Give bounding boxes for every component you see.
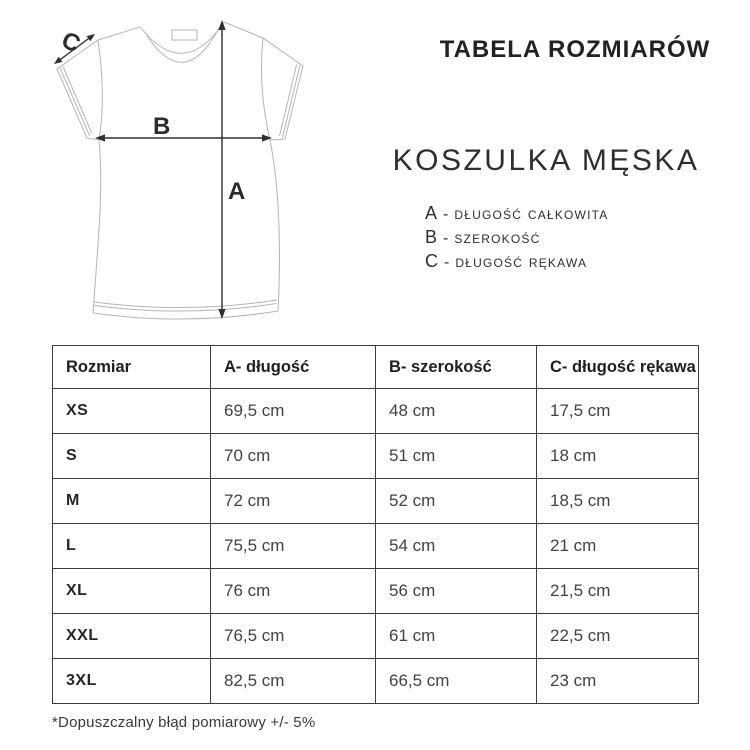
value-a: 75,5 cm [211,524,376,569]
legend-dash: - [443,230,449,247]
measurement-tolerance-footnote: *Dopuszczalny błąd pomiarowy +/- 5% [52,714,316,731]
value-c: 18 cm [537,434,699,479]
size-name: XS [53,389,211,434]
arrow-c-head-left [54,57,62,64]
measurement-legend [425,201,608,273]
legend-dash: - [443,206,449,223]
tshirt-outline [57,22,303,319]
size-name: XL [53,569,211,614]
value-c: 21,5 cm [537,569,699,614]
legend-label-c: długość rękawa [455,253,588,271]
col-header-b-szerokosc: B- szerokość [376,346,537,389]
hem-lines [94,300,277,311]
value-b: 51 cm [376,434,537,479]
table-row [53,569,699,614]
size-table [52,345,699,704]
value-a: 76 cm [211,569,376,614]
left-cuff-lines [60,67,92,136]
value-a: 72 cm [211,479,376,524]
value-c: 22,5 cm [537,614,699,659]
value-a: 70 cm [211,434,376,479]
value-c: 18,5 cm [537,479,699,524]
tshirt-body-outline [57,22,303,319]
label-c: C [57,26,85,59]
table-row [53,614,699,659]
legend-letter-b: B [425,227,439,247]
value-c: 21 cm [537,524,699,569]
legend-row-c [425,249,608,273]
arrow-c-head-right [87,34,95,41]
legend-row-a [425,201,608,225]
size-name: 3XL [53,659,211,704]
size-name: M [53,479,211,524]
value-a: 76,5 cm [211,614,376,659]
product-subtitle: KOSZULKA MĘSKA [392,144,700,177]
table-row [53,659,699,704]
value-b: 66,5 cm [376,659,537,704]
arrow-a-head-top [218,20,225,30]
table-row [53,479,699,524]
value-a: 82,5 cm [211,659,376,704]
col-header-rozmiar: Rozmiar [53,346,211,389]
size-table-header-row [53,346,699,389]
value-c: 17,5 cm [537,389,699,434]
value-a: 69,5 cm [211,389,376,434]
table-row [53,389,699,434]
collar-label-tag [172,30,197,40]
legend-label-a: długość całkowita [454,205,609,223]
measurement-arrows [54,20,272,319]
table-row [53,524,699,569]
size-name: XXL [53,614,211,659]
right-cuff-lines [280,64,301,137]
value-b: 48 cm [376,389,537,434]
legend-row-b [425,225,608,249]
value-b: 61 cm [376,614,537,659]
col-header-c-dlugosc-rekawa: C- długość rękawa [537,346,699,389]
measurement-labels [57,27,245,205]
tshirt-measurement-diagram [0,0,350,340]
left-sleeve-seam [98,40,102,140]
size-name: L [53,524,211,569]
legend-letter-c: C [425,251,439,271]
legend-letter-a: A [425,203,439,223]
label-b: B [153,113,171,140]
col-header-a-dlugosc: A- długość [211,346,376,389]
value-b: 52 cm [376,479,537,524]
page-title: TABELA ROZMIARÓW [439,36,711,63]
right-sleeve-seam [261,38,270,140]
table-row [53,434,699,479]
value-c: 23 cm [537,659,699,704]
legend-label-b: szerokość [454,229,541,247]
legend-dash: - [444,254,450,271]
value-b: 56 cm [376,569,537,614]
label-a: A [228,178,246,205]
size-name: S [53,434,211,479]
value-b: 54 cm [376,524,537,569]
